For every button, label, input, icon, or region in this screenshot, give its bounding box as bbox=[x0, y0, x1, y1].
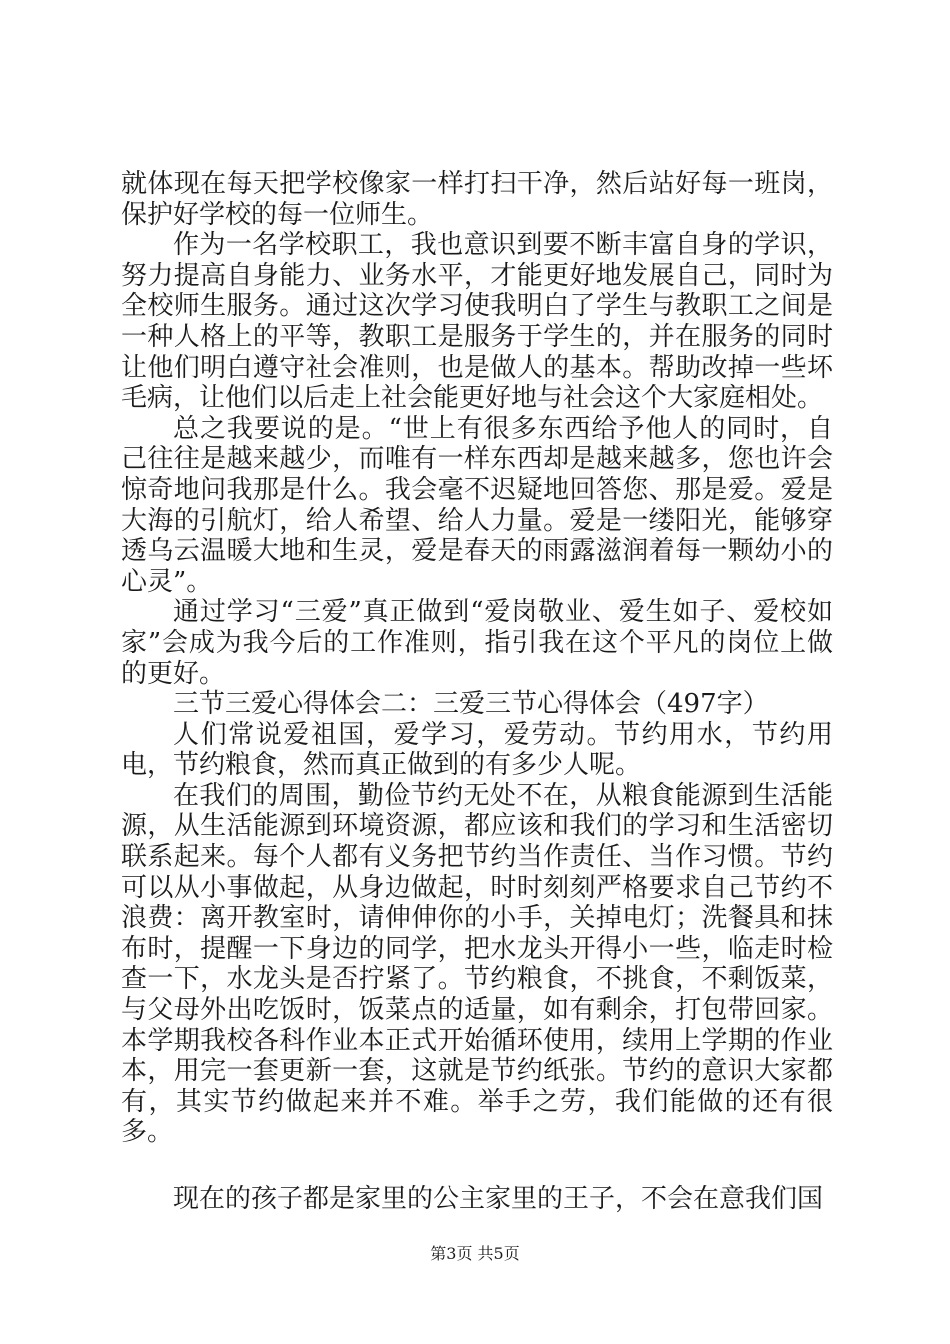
paragraph-staff-self-improvement: 作为一名学校职工，我也意识到要不断丰富自身的学识，努力提高自身能力、业务水平，才能更好地发展自己，同时为全校师生服务。通过这次学习使我明白了学生与教职工之间是一种人格上的平等，教职工是服务于学生的，并在服务的同时让他们明白遵守社会准则，也是做人的基本。帮助改掉一些坏毛病，让他们以后走上社会能更好地与社会这个大家庭相处。 bbox=[121, 230, 833, 414]
paragraph-saving-details: 在我们的周围，勤俭节约无处不在，从粮食能源到生活能源，从生活能源到环境资源，都应该和我们的学习和生活密切联系起来。每个人都有义务把节约当作责任、当作习惯。节约可以从小事做起，从身边做起，时时刻刻严格要求自己节约不浪费：离开教室时，请伸伸你的小手，关掉电灯；洗餐具和抹布时，提醒一下身边的同学，把水龙头开得小一些，临走时检查一下，水龙头是否拧紧了。节约粮食，不挑食，不剩饭菜，与父母外出吃饭时，饭菜点的适量，如有剩余，打包带回家。本学期我校各科作业本正式开始循环使用，续用上学期的作业本，用完一套更新一套，这就是节约纸张。节约的意识大家都有，其实节约做起来并不难。举手之劳，我们能做的还有很多。 bbox=[121, 780, 833, 1148]
page-footer: 第3页 共5页 bbox=[430, 1244, 520, 1263]
paragraph-children: 现在的孩子都是家里的公主家里的王子，不会在意我们国 bbox=[173, 1184, 824, 1214]
section-heading: 三节三爱心得体会二：三爱三节心得体会（497字） bbox=[173, 689, 769, 720]
paragraph-intro-saving: 人们常说爱祖国，爱学习，爱劳动。节约用水，节约用电，节约粮食，然而真正做到的有多少人呢。 bbox=[121, 719, 833, 781]
paragraph-three-loves: 通过学习“三爱”真正做到“爱岗敬业、爱生如子、爱校如家”会成为我今后的工作准则，指引我在这个平凡的岗位上做的更好。 bbox=[121, 597, 833, 689]
paragraph-continuation: 就体现在每天把学校像家一样打扫干净，然后站好每一班岗，保护好学校的每一位师生。 bbox=[121, 169, 833, 230]
paragraph-love-quote: 总之我要说的是。“世上有很多东西给予他人的同时，自己往往是越来越少，而唯有一样东西却是越来越多，您也许会惊奇地问我那是什么。我会毫不迟疑地回答您、那是爱。爱是大海的引航灯，给人希望、给人力量。爱是一缕阳光，能够穿透乌云温暖大地和生灵，爱是春天的雨露滋润着每一颗幼小的心灵”。 bbox=[121, 413, 833, 597]
document-body bbox=[121, 169, 833, 1215]
